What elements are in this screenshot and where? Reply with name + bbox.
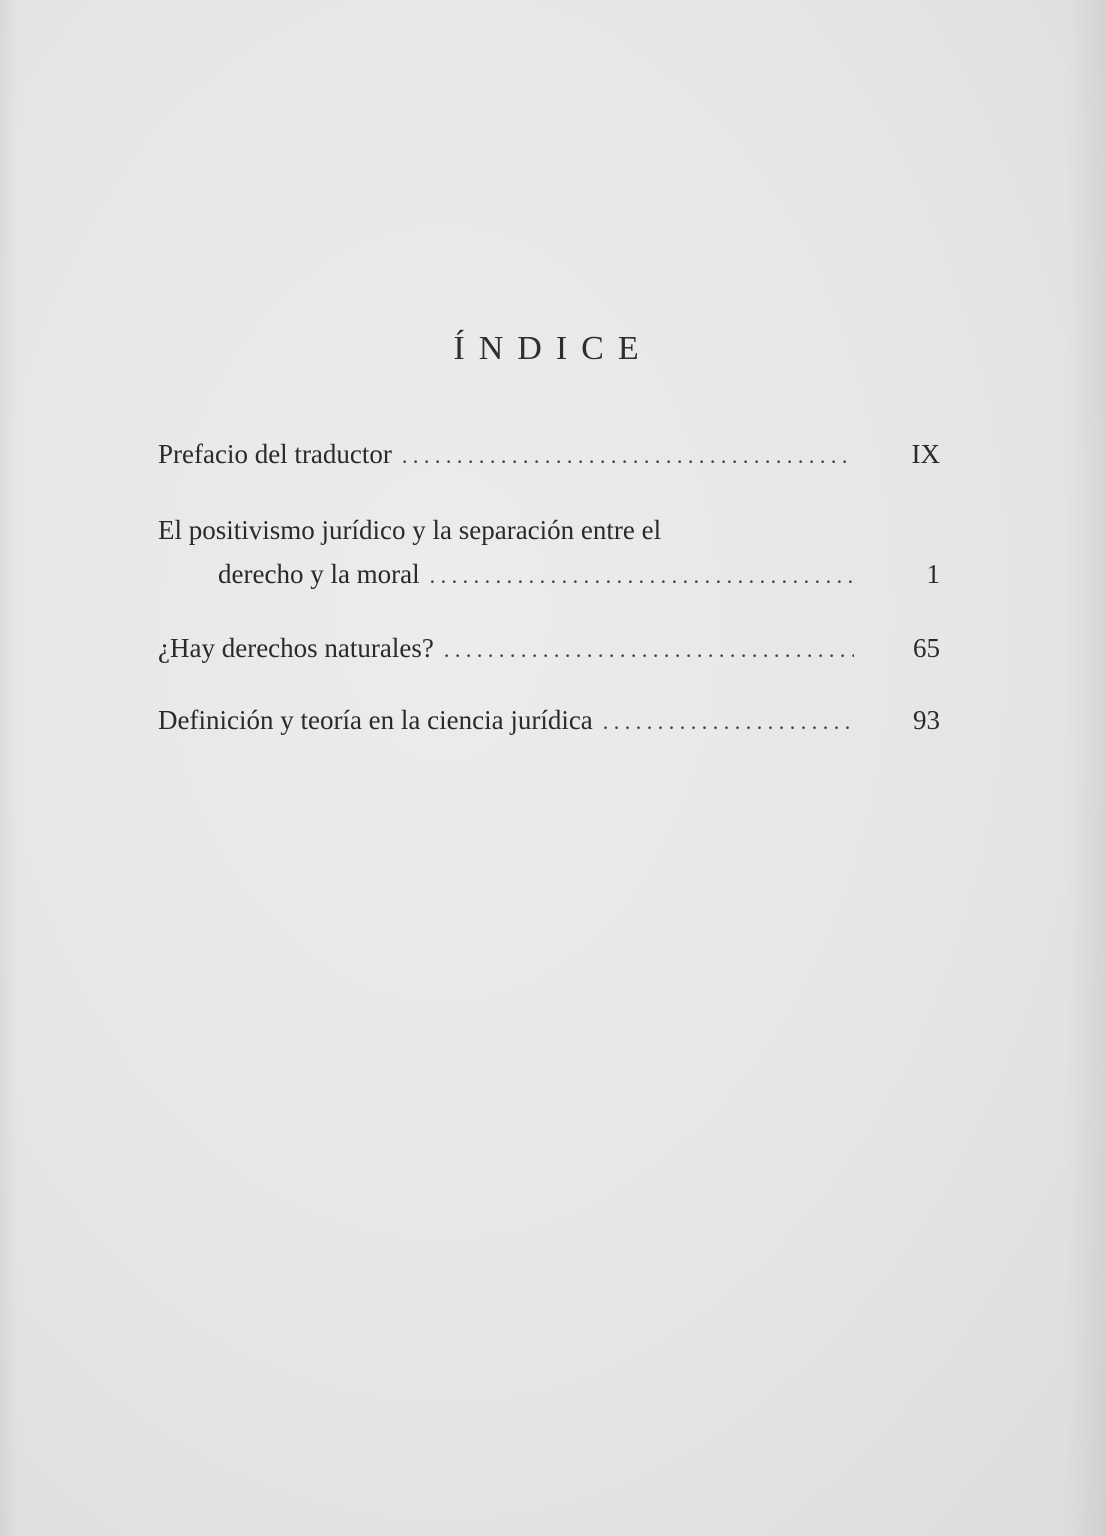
toc-entry-definition-theory — [158, 698, 940, 744]
toc-page-number: 93 — [913, 705, 940, 735]
toc-page-number: IX — [911, 439, 940, 469]
toc-page-number: 65 — [913, 633, 940, 663]
toc-entry-title: Prefacio del traductor — [158, 439, 392, 469]
dot-leader — [603, 700, 854, 744]
toc-entry-preface — [158, 432, 940, 478]
table-of-contents — [158, 432, 940, 768]
toc-page-number: 1 — [926, 559, 940, 589]
toc-entry-title: ¿Hay derechos naturales? — [158, 633, 434, 663]
toc-entry-title-line-1: El positivismo jurídico y la separación entre el — [158, 515, 662, 545]
toc-entry-title: Definición y teoría en la ciencia jurídica — [158, 705, 593, 735]
page-edge-shadow-left — [0, 0, 18, 1536]
toc-entry-title-line-2: derecho y la moral — [218, 559, 420, 589]
dot-leader — [402, 434, 854, 478]
dot-leader — [444, 628, 854, 672]
page-title: ÍNDICE — [453, 330, 653, 367]
dot-leader — [430, 554, 854, 598]
page-edge-shadow-right — [1066, 0, 1106, 1536]
toc-entry-positivism — [158, 508, 940, 598]
toc-entry-natural-rights — [158, 626, 940, 672]
